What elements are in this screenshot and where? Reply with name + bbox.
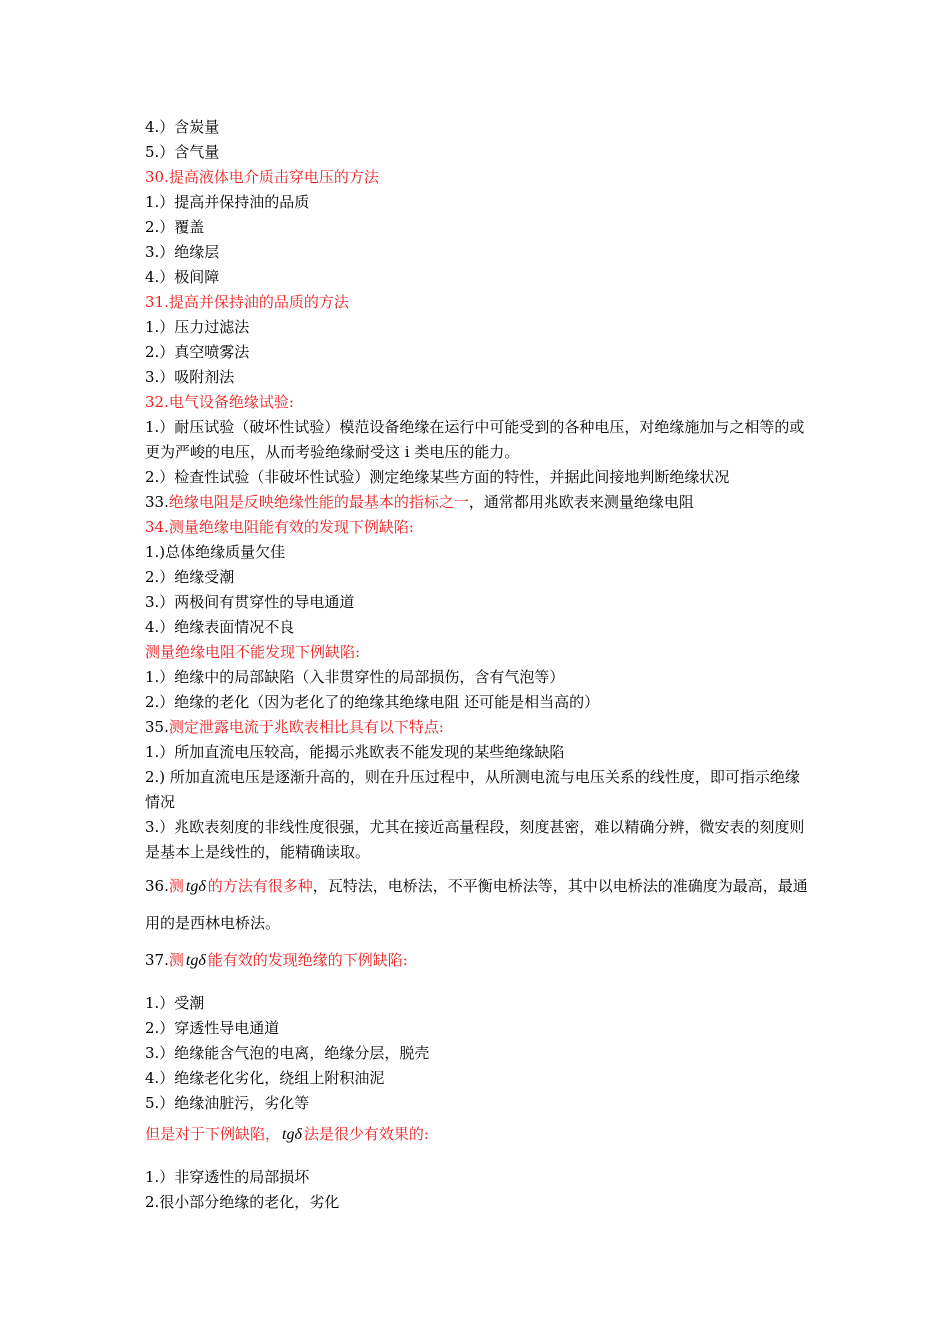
heading-highlight: 能有效的发现绝缘的下例缺陷: xyxy=(207,951,408,969)
spacer xyxy=(145,979,810,991)
list-item: 4.）含炭量 xyxy=(145,118,220,136)
heading-highlight: 测 xyxy=(168,951,184,969)
list-item: 4.）绝缘老化劣化，绕组上附积油泥 xyxy=(145,1069,385,1087)
section-subheading: 测量绝缘电阻不能发现下例缺陷: xyxy=(145,643,361,661)
heading-number: 33. xyxy=(145,493,169,511)
list-item: 3.）两极间有贯穿性的导电通道 xyxy=(145,593,355,611)
list-item: 1.）提高并保持油的品质 xyxy=(145,193,310,211)
list-item: 3.）兆欧表刻度的非线性度很强，尤其在接近高量程段，刻度甚密，难以精确分辨，微安表的刻度则是基本上是线性的，能精确读取。 xyxy=(145,818,805,861)
list-item: 5.）含气量 xyxy=(145,143,220,161)
section-heading-34: 34.测量绝缘电阻能有效的发现下例缺陷: xyxy=(145,518,414,536)
list-item: 1.）压力过滤法 xyxy=(145,318,250,336)
list-item: 2.）覆盖 xyxy=(145,218,205,236)
section-heading-30: 30.提高液体电介质击穿电压的方法 xyxy=(145,168,379,186)
list-item: 2.）真空喷雾法 xyxy=(145,343,250,361)
list-item: 3.）吸附剂法 xyxy=(145,368,235,386)
list-item: 5.）绝缘油脏污，劣化等 xyxy=(145,1094,310,1112)
section-heading-35 xyxy=(145,715,810,740)
heading-highlight: 但是对于下例缺陷， xyxy=(145,1125,281,1143)
list-item: 3.）绝缘能含气泡的电离，绝缘分层，脱壳 xyxy=(145,1044,430,1062)
section-heading-33 xyxy=(145,490,810,515)
paragraph: 1.）耐压试验（破坏性试验）模范设备绝缘在运行中可能受到的各种电压，对绝缘施加与之相等的或更为严峻的电压，从而考验绝缘耐受这 i 类电压的能力。 xyxy=(145,418,805,461)
heading-highlight: 绝缘电阻是反映绝缘性能的最基本的指标之一 xyxy=(168,493,469,511)
list-item: 2.很小部分绝缘的老化，劣化 xyxy=(145,1193,340,1211)
list-item: 4.）极间障 xyxy=(145,268,220,286)
heading-text: ，瓦特法，电桥法，不平衡电桥法等，其中以电桥法的准确度为最高，最通用的是西林电桥法。 xyxy=(145,877,808,932)
tg-delta-symbol: tgδ xyxy=(185,952,206,969)
paragraph: 2.）检查性试验（非破坏性试验）测定绝缘某些方面的特性，并据此间接地判断绝缘状况 xyxy=(145,468,730,486)
heading-number: 37. xyxy=(145,951,169,969)
list-item: 1.）受潮 xyxy=(145,994,205,1012)
section-heading-38 xyxy=(145,1116,810,1153)
section-heading-31: 31.提高并保持油的品质的方法 xyxy=(145,293,349,311)
heading-number: 36. xyxy=(145,877,169,895)
list-item: 2.）穿透性导电通道 xyxy=(145,1019,280,1037)
section-heading-32: 32.电气设备绝缘试验: xyxy=(145,393,294,411)
tg-delta-symbol: tgδ xyxy=(282,1126,302,1143)
document-page xyxy=(145,115,810,1215)
list-item: 3.）绝缘层 xyxy=(145,243,220,261)
list-item: 2.）绝缘受潮 xyxy=(145,568,235,586)
section-heading-36 xyxy=(145,868,810,942)
heading-highlight: 测定泄露电流于兆欧表相比具有以下特点: xyxy=(168,718,444,736)
list-item: 1.）绝缘中的局部缺陷（入非贯穿性的局部损伤，含有气泡等） xyxy=(145,668,565,686)
heading-highlight: 测 xyxy=(168,877,184,895)
list-item: 2.）绝缘的老化（因为老化了的绝缘其绝缘电阻 还可能是相当高的） xyxy=(145,693,600,711)
list-item: 2.) 所加直流电压是逐渐升高的，则在升压过程中，从所测电流与电压关系的线性度，即可指示绝缘情况 xyxy=(145,768,800,811)
heading-highlight: 的方法有很多种 xyxy=(207,877,313,895)
list-item: 1.）非穿透性的局部损坏 xyxy=(145,1168,310,1186)
list-item: 4.）绝缘表面情况不良 xyxy=(145,618,295,636)
spacer xyxy=(145,1153,810,1165)
heading-highlight: 法是很少有效果的: xyxy=(303,1125,429,1143)
list-item: 1.)总体绝缘质量欠佳 xyxy=(145,543,286,561)
heading-number: 35. xyxy=(145,718,169,736)
heading-text: ，通常都用兆欧表来测量绝缘电阻 xyxy=(468,493,694,511)
list-item: 1.）所加直流电压较高，能揭示兆欧表不能发现的某些绝缘缺陷 xyxy=(145,743,565,761)
section-heading-37 xyxy=(145,942,810,979)
tg-delta-symbol: tgδ xyxy=(185,878,206,895)
